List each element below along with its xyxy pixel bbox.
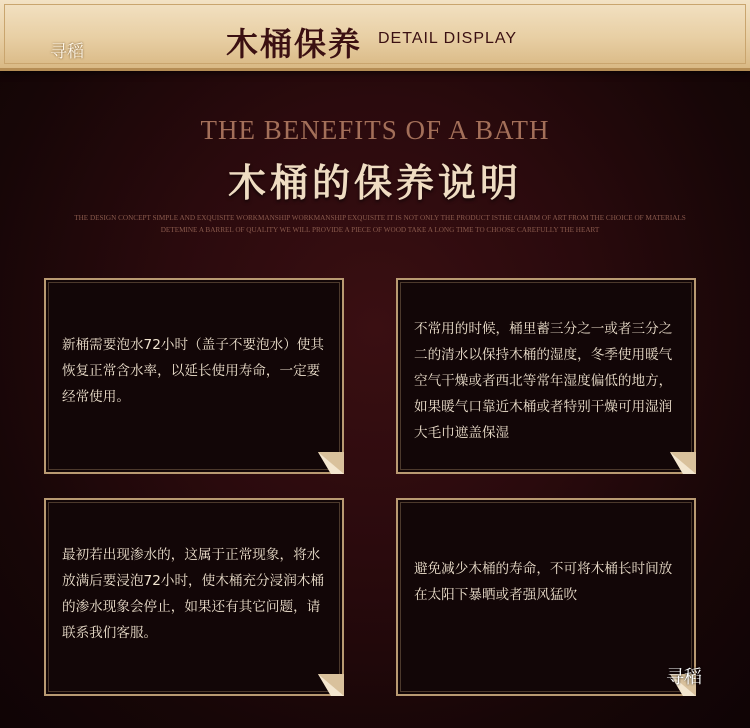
page-fold-icon [670, 452, 696, 474]
page-fold-icon [318, 674, 344, 696]
heading-chinese: 木桶的保养说明 [227, 160, 522, 205]
brand-name: 寻稻 [50, 42, 84, 62]
heading-english: THE BENEFITS OF A BATH [200, 115, 550, 145]
card-text: 不常用的时候，桶里蓄三分之一或者三分之二的清水以保持木桶的湿度，冬季使用暖气空气干燥或者西北等常年湿度偏低的地方，如果暖气口靠近木桶或者特别干燥可用湿润大毛巾遮盖保湿 [414, 321, 673, 441]
card-text: 避免减少木桶的寿命，不可将木桶长时间放在太阳下暴晒或者强风猛吹 [414, 561, 673, 603]
banner-subtitle: DETAIL DISPLAY [378, 30, 518, 47]
care-card-storage [396, 278, 696, 474]
page-fold-icon [318, 452, 344, 474]
watermark: 寻稻 [666, 667, 702, 688]
banner-title: 木桶保养 [226, 25, 363, 63]
care-card-new-barrel [44, 278, 344, 474]
card-text: 新桶需要泡水72小时（盖子不要泡水）使其恢复正常含水率，以延长使用寿命，一定要经常使用。 [62, 337, 324, 405]
care-card-leakage [44, 498, 344, 696]
care-card-sunlight [396, 498, 696, 696]
header-banner [0, 0, 750, 71]
card-text: 最初若出现渗水的，这属于正常现象，将水放满后要浸泡72小时，使木桶充分浸润木桶的渗水现象会停止，如果还有其它问题，请联系我们客服。 [62, 547, 324, 641]
tagline: THE DESIGN CONCEPT SIMPLE AND EXQUISITE WORKMANSHIP WORKMANSHIP EXQUISITE IT IS NOT ONLY THE PRODUCT ISTHE CHARM OF ART FROM THE CHOICE OF MATERIALS DETEMINE A BARREL OF QUALITY WE WILL PROVIDE A PIECE OF WOOD TAKE A LONG TIME TO CHOOSE CAREFULLY THE HEART [74, 214, 686, 234]
